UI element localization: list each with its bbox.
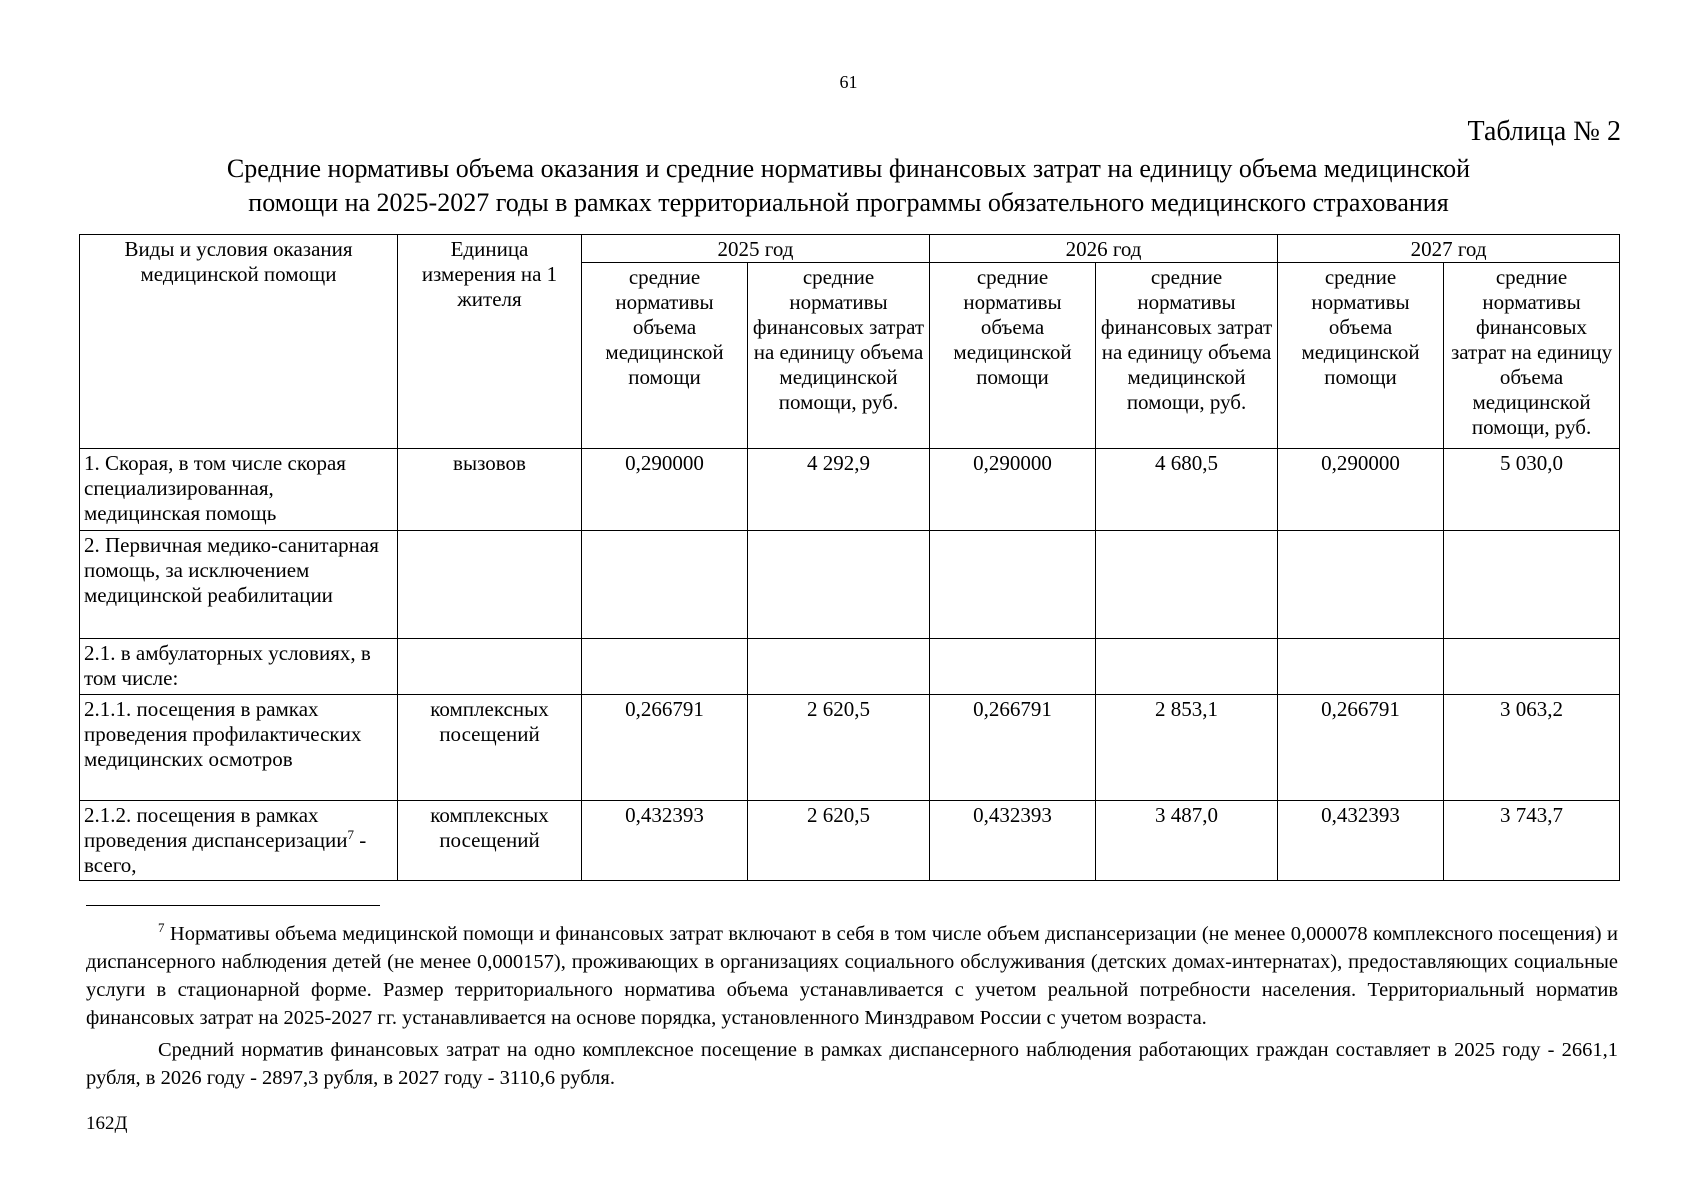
cost-2026: 2 853,1 <box>1096 695 1278 801</box>
header-row-years <box>80 235 1620 263</box>
footnote-marker: 7 <box>158 920 165 936</box>
header-year-2027: 2027 год <box>1278 235 1620 263</box>
volume-2026: 0,266791 <box>930 695 1096 801</box>
header-year-2026: 2026 год <box>930 235 1278 263</box>
table-title <box>80 152 1617 220</box>
cost-2025: 4 292,9 <box>748 449 930 531</box>
row-name-text: 2.1.2. посещения в рамках проведения диспансеризации <box>84 803 348 852</box>
title-line-1: Средние нормативы объема оказания и средние нормативы финансовых затрат на единицу объема медицинской <box>226 154 1471 183</box>
row-name: 1. Скорая, в том числе скорая специализированная, медицинская помощь <box>80 449 398 531</box>
cost-2026: 3 487,0 <box>1096 801 1278 881</box>
footnote-ref: 7 <box>347 827 354 842</box>
cost-2027: 3 743,7 <box>1444 801 1620 881</box>
footnote-7 <box>86 920 1618 1032</box>
volume-2027 <box>1278 531 1444 639</box>
volume-2026: 0,290000 <box>930 449 1096 531</box>
volume-2027 <box>1278 639 1444 695</box>
volume-2026: 0,432393 <box>930 801 1096 881</box>
title-line-2: помощи на 2025-2027 годы в рамках территориальной программы обязательного медицинского страхования <box>248 188 1449 217</box>
row-name-suffix: - всего, <box>84 828 367 877</box>
header-volume-2027: средние нормативы объема медицинской помощи <box>1278 263 1444 449</box>
row-name: 2. Первичная медико-санитарная помощь, за исключением медицинской реабилитации <box>80 531 398 639</box>
header-cost-2027: средние нормативы финансовых затрат на единицу объема медицинской помощи, руб. <box>1444 263 1620 449</box>
cost-2025: 2 620,5 <box>748 695 930 801</box>
header-volume-2025: средние нормативы объема медицинской помощи <box>582 263 748 449</box>
document-code: 162Д <box>86 1113 128 1134</box>
footnotes <box>86 920 1618 1092</box>
header-volume-2026: средние нормативы объема медицинской помощи <box>930 263 1096 449</box>
volume-2026 <box>930 531 1096 639</box>
table-label: Таблица № 2 <box>1467 116 1621 147</box>
table-row <box>80 639 1620 695</box>
cost-2027: 3 063,2 <box>1444 695 1620 801</box>
table-row <box>80 695 1620 801</box>
row-unit <box>398 639 582 695</box>
cost-2027 <box>1444 639 1620 695</box>
table-row <box>80 801 1620 881</box>
volume-2026 <box>930 639 1096 695</box>
volume-2027: 0,266791 <box>1278 695 1444 801</box>
cost-2027 <box>1444 531 1620 639</box>
row-unit <box>398 531 582 639</box>
row-unit: комплексных посещений <box>398 695 582 801</box>
norms-table <box>79 234 1620 881</box>
cost-2026: 4 680,5 <box>1096 449 1278 531</box>
cost-2026 <box>1096 639 1278 695</box>
cost-2025 <box>748 639 930 695</box>
row-name: 2.1. в амбулаторных условиях, в том числе: <box>80 639 398 695</box>
row-unit: комплексных посещений <box>398 801 582 881</box>
cost-2026 <box>1096 531 1278 639</box>
cost-2025 <box>748 531 930 639</box>
header-year-2025: 2025 год <box>582 235 930 263</box>
volume-2027: 0,290000 <box>1278 449 1444 531</box>
table-row <box>80 449 1620 531</box>
row-unit: вызовов <box>398 449 582 531</box>
volume-2025: 0,432393 <box>582 801 748 881</box>
header-unit: Единица измерения на 1 жителя <box>398 235 582 449</box>
row-name: 2.1.1. посещения в рамках проведения профилактических медицинских осмотров <box>80 695 398 801</box>
header-cost-2025: средние нормативы финансовых затрат на единицу объема медицинской помощи, руб. <box>748 263 930 449</box>
footnote-paragraph-2: Средний норматив финансовых затрат на одно комплексное посещение в рамках диспансерного наблюдения работающих граждан составляет в 2025 году - 2661,1 рубля, в 2026 году - 2897,3 рубля, в 2027 году - 3110,6 рубля. <box>86 1039 1618 1089</box>
row-name <box>80 801 398 881</box>
volume-2025: 0,266791 <box>582 695 748 801</box>
header-type: Виды и условия оказания медицинской помощи <box>80 235 398 449</box>
volume-2027: 0,432393 <box>1278 801 1444 881</box>
page-number: 61 <box>839 72 858 92</box>
cost-2025: 2 620,5 <box>748 801 930 881</box>
footnote-separator <box>86 905 380 906</box>
cost-2027: 5 030,0 <box>1444 449 1620 531</box>
volume-2025: 0,290000 <box>582 449 748 531</box>
footnote-text: Нормативы объема медицинской помощи и финансовых затрат включают в себя в том числе объем диспансеризации (не менее 0,000078 комплексного посещения) и диспансерного наблюдения детей (не менее 0,000157), проживающих в организациях социального обслуживания (детских домах-интернатах), предоставляющих социальные услуги в стационарной форме. Размер территориального норматива объема устанавливается с учетом реальной потребности населения. Территориальный норматив финансовых затрат на 2025-2027 гг. устанавливается на основе порядка, установленного Минздравом России с учетом возраста. <box>86 923 1618 1029</box>
table-row <box>80 531 1620 639</box>
volume-2025 <box>582 639 748 695</box>
header-cost-2026: средние нормативы финансовых затрат на единицу объема медицинской помощи, руб. <box>1096 263 1278 449</box>
volume-2025 <box>582 531 748 639</box>
